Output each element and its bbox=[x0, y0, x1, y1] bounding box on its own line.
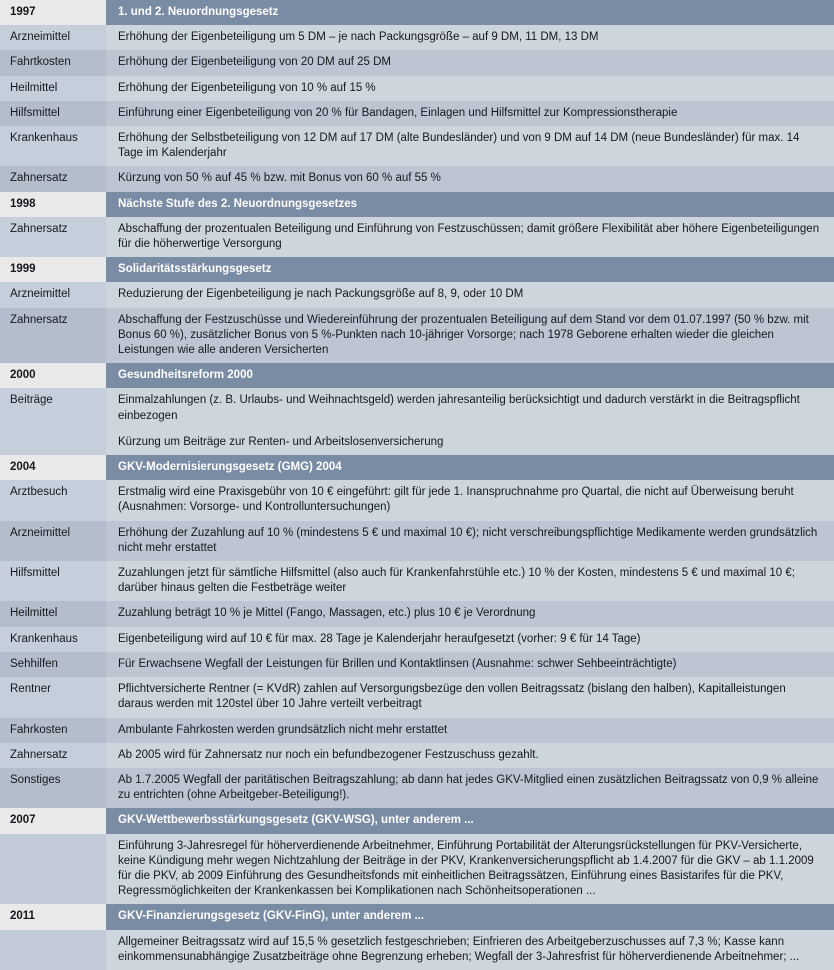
row-description bbox=[106, 308, 834, 364]
table-row bbox=[0, 601, 834, 626]
description-paragraph: Kürzung von 50 % auf 45 % bzw. mit Bonus von 60 % auf 55 % bbox=[118, 172, 441, 185]
row-category-label: Rentner bbox=[0, 677, 106, 717]
section-header-row bbox=[0, 257, 834, 282]
table-row bbox=[0, 677, 834, 717]
table-row bbox=[0, 25, 834, 50]
row-category-label: Zahnersatz bbox=[0, 743, 106, 768]
section-header-row bbox=[0, 0, 834, 25]
table-row bbox=[0, 50, 834, 75]
table-row bbox=[0, 718, 834, 743]
section-header-row bbox=[0, 455, 834, 480]
row-category-label: Zahnersatz bbox=[0, 217, 106, 257]
description-paragraph: Erhöhung der Eigenbeteiligung um 5 DM – je nach Packungsgröße – auf 9 DM, 11 DM, 13 DM bbox=[118, 31, 599, 44]
section-year: 1999 bbox=[0, 257, 106, 282]
description-paragraph: Allgemeiner Beitragssatz wird auf 15,5 % gesetzlich festgeschrieben; Einfrieren des Arbeitgeberzuschusses auf 7,3 %; Kasse kann einkommensunabhängige Zusatzbeiträge ohne Begrenzung erheben; Wegfall der 3-Jahresfrist für höherverdienende Arbeitnehmer; ... bbox=[118, 935, 800, 963]
description-paragraph: Erstmalig wird eine Praxisgebühr von 10 € eingeführt: gilt für jede 1. Inanspruchnahme pro Quartal, die nicht auf Überweisung beruht (Ausnahmen: Vorsorge- und Kontrolluntersuchungen) bbox=[118, 486, 794, 514]
row-category-label: Heilmittel bbox=[0, 601, 106, 626]
section-law-title: Nächste Stufe des 2. Neuordnungsgesetzes bbox=[106, 192, 834, 217]
description-paragraph: Abschaffung der Festzuschüsse und Wiedereinführung der prozentualen Beteiligung auf dem Stand vor dem 01.07.1997 (50 % bzw. mit Bonus 60 %), zusätzlicher Bonus von 5 %-Punkten nach 10-jähriger Vorsorge; nach 1978 Geborene erhalten wieder die gleichen Leistungen wie alle anderen Versicherten bbox=[118, 313, 809, 357]
row-description bbox=[106, 718, 834, 743]
row-category-label: Fahrtkosten bbox=[0, 50, 106, 75]
section-header-row bbox=[0, 808, 834, 833]
table-row bbox=[0, 126, 834, 166]
table-row bbox=[0, 388, 834, 455]
row-category-label: Beiträge bbox=[0, 388, 106, 455]
description-paragraph: Einführung 3-Jahresregel für höherverdienende Arbeitnehmer, Einführung Portabilität der Alterungsrückstellungen für PKV-Versicherte, keine Kündigung mehr wegen Nichtzahlung der Beiträge in der PKV, Krankenversicherungspflicht ab 1.4.2007 für die GKV – ab 1.1.2009 für die PKV, ab 2009 Einführung des Gesundheitsfonds mit einheitlichen Beitragssätzen, Einführung eines Basistarifes für die PKV, Regressmöglichkeiten der Krankenkassen bei Komplikationen nach Schönheitsoperationen ... bbox=[118, 839, 814, 898]
row-description bbox=[106, 50, 834, 75]
row-description bbox=[106, 101, 834, 126]
row-description bbox=[106, 166, 834, 191]
description-paragraph: Zuzahlungen jetzt für sämtliche Hilfsmittel (also auch für Krankenfahrstühle etc.) 10 % der Kosten, mindestens 5 € und maximal 10 €; darüber hinaus gelten die Festbeträge weiter bbox=[118, 567, 795, 595]
table-row bbox=[0, 834, 834, 905]
description-paragraph: Eigenbeteiligung wird auf 10 € für max. 28 Tage je Kalenderjahr heraufgesetzt (vorher: 9 € für 14 Tage) bbox=[118, 632, 641, 645]
row-category-label: Heilmittel bbox=[0, 76, 106, 101]
row-category-label: Zahnersatz bbox=[0, 166, 106, 191]
row-category-label: Krankenhaus bbox=[0, 627, 106, 652]
row-description bbox=[106, 677, 834, 717]
description-paragraph: Abschaffung der prozentualen Beteiligung und Einführung von Festzuschüssen; damit größere Flexibilität aber höhere Eigenbeteiligungen für die höherwertige Versorgung bbox=[118, 222, 820, 251]
description-paragraph: Ambulante Fahrkosten werden grundsätzlich nicht mehr erstattet bbox=[118, 723, 448, 736]
section-year: 2000 bbox=[0, 363, 106, 388]
row-description bbox=[106, 282, 834, 307]
description-paragraph: Einführung einer Eigenbeteiligung von 20 % für Bandagen, Einlagen und Hilfsmittel zur Kompressionstherapie bbox=[118, 106, 678, 119]
section-law-title: GKV-Finanzierungsgesetz (GKV-FinG), unter anderem ... bbox=[106, 904, 834, 929]
description-paragraph: Zuzahlung beträgt 10 % je Mittel (Fango, Massagen, etc.) plus 10 € je Verordnung bbox=[118, 607, 536, 620]
description-paragraph: Erhöhung der Zuzahlung auf 10 % (mindestens 5 € und maximal 10 €); nicht verschreibungspflichtige Medikamente werden grundsätzlich nicht mehr erstattet bbox=[118, 526, 818, 554]
description-paragraph: Kürzung um Beiträge zur Renten- und Arbeitslosenversicherung bbox=[118, 435, 444, 448]
table-row bbox=[0, 561, 834, 601]
description-paragraph: Ab 2005 wird für Zahnersatz nur noch ein befundbezogener Festzuschuss gezahlt. bbox=[118, 748, 539, 761]
table-row bbox=[0, 282, 834, 307]
description-paragraph: Erhöhung der Eigenbeteiligung von 10 % auf 15 % bbox=[118, 81, 376, 94]
section-law-title: 1. und 2. Neuordnungsgesetz bbox=[106, 0, 834, 25]
section-header-row bbox=[0, 363, 834, 388]
row-description bbox=[106, 76, 834, 101]
row-description bbox=[106, 388, 834, 455]
description-paragraph: Erhöhung der Selbstbeteiligung von 12 DM auf 17 DM (alte Bundesländer) und von 9 DM auf 14 DM (neue Bundesländer) für max. 14 Tage im Kalenderjahr bbox=[118, 132, 800, 160]
section-year: 2004 bbox=[0, 455, 106, 480]
row-description bbox=[106, 480, 834, 520]
row-category-label: Arzneimittel bbox=[0, 521, 106, 561]
row-description bbox=[106, 834, 834, 905]
description-paragraph: Ab 1.7.2005 Wegfall der paritätischen Beitragszahlung; ab dann hat jedes GKV-Mitglied einen zusätzlichen Beitragssatz von 0,9 % alleine zu entrichten (ohne Arbeitgeber-Beteiligung!). bbox=[118, 773, 819, 802]
table-row bbox=[0, 627, 834, 652]
table-row bbox=[0, 768, 834, 808]
description-paragraph: Erhöhung der Eigenbeteiligung von 20 DM auf 25 DM bbox=[118, 56, 391, 69]
table-row bbox=[0, 76, 834, 101]
section-header-row bbox=[0, 192, 834, 217]
section-law-title: GKV-Modernisierungsgesetz (GMG) 2004 bbox=[106, 455, 834, 480]
description-paragraph: Pflichtversicherte Rentner (= KVdR) zahlen auf Versorgungsbezüge den vollen Beitragssatz (bislang den halben), Kapitalleistungen daraus werden mit 120stel über 10 Jahre verteilt verbeitragt bbox=[118, 683, 786, 711]
table-row bbox=[0, 166, 834, 191]
section-year: 2011 bbox=[0, 904, 106, 929]
section-law-title: Gesundheitsreform 2000 bbox=[106, 363, 834, 388]
row-category-label: Hilfsmittel bbox=[0, 561, 106, 601]
row-description bbox=[106, 743, 834, 768]
description-paragraph: Für Erwachsene Wegfall der Leistungen für Brillen und Kontaktlinsen (Ausnahme: schwer Sehbeeinträchtigte) bbox=[118, 657, 677, 670]
row-category-label: Arzneimittel bbox=[0, 282, 106, 307]
row-category-label: Arzneimittel bbox=[0, 25, 106, 50]
description-paragraph: Reduzierung der Eigenbeteiligung je nach Packungsgröße auf 8, 9, oder 10 DM bbox=[118, 288, 524, 301]
row-description bbox=[106, 652, 834, 677]
row-description bbox=[106, 521, 834, 561]
table-row bbox=[0, 652, 834, 677]
row-category-label: Fahrkosten bbox=[0, 718, 106, 743]
row-category-label: Arztbesuch bbox=[0, 480, 106, 520]
row-category-label: Sonstiges bbox=[0, 768, 106, 808]
section-header-row bbox=[0, 904, 834, 929]
table-row bbox=[0, 743, 834, 768]
row-description bbox=[106, 126, 834, 166]
row-category-label: Sehhilfen bbox=[0, 652, 106, 677]
section-law-title: GKV-Wettbewerbsstärkungsgesetz (GKV-WSG), unter anderem ... bbox=[106, 808, 834, 833]
row-description bbox=[106, 627, 834, 652]
row-category-label: Zahnersatz bbox=[0, 308, 106, 364]
row-category-label: Hilfsmittel bbox=[0, 101, 106, 126]
row-description bbox=[106, 601, 834, 626]
table-row bbox=[0, 480, 834, 520]
section-law-title: Solidaritätsstärkungsgesetz bbox=[106, 257, 834, 282]
description-paragraph: Einmalzahlungen (z. B. Urlaubs- und Weihnachtsgeld) werden jahresanteilig berücksichtigt und dadurch verstärkt in die Beitragspflicht einbezogen bbox=[118, 394, 800, 422]
row-description bbox=[106, 217, 834, 257]
row-description bbox=[106, 768, 834, 808]
row-description bbox=[106, 561, 834, 601]
table-row bbox=[0, 217, 834, 257]
section-year: 2007 bbox=[0, 808, 106, 833]
table-row bbox=[0, 308, 834, 364]
section-year: 1997 bbox=[0, 0, 106, 25]
section-year: 1998 bbox=[0, 192, 106, 217]
row-category-label: Krankenhaus bbox=[0, 126, 106, 166]
table-row bbox=[0, 521, 834, 561]
row-category-label bbox=[0, 834, 106, 905]
row-description bbox=[106, 25, 834, 50]
table-row bbox=[0, 101, 834, 126]
